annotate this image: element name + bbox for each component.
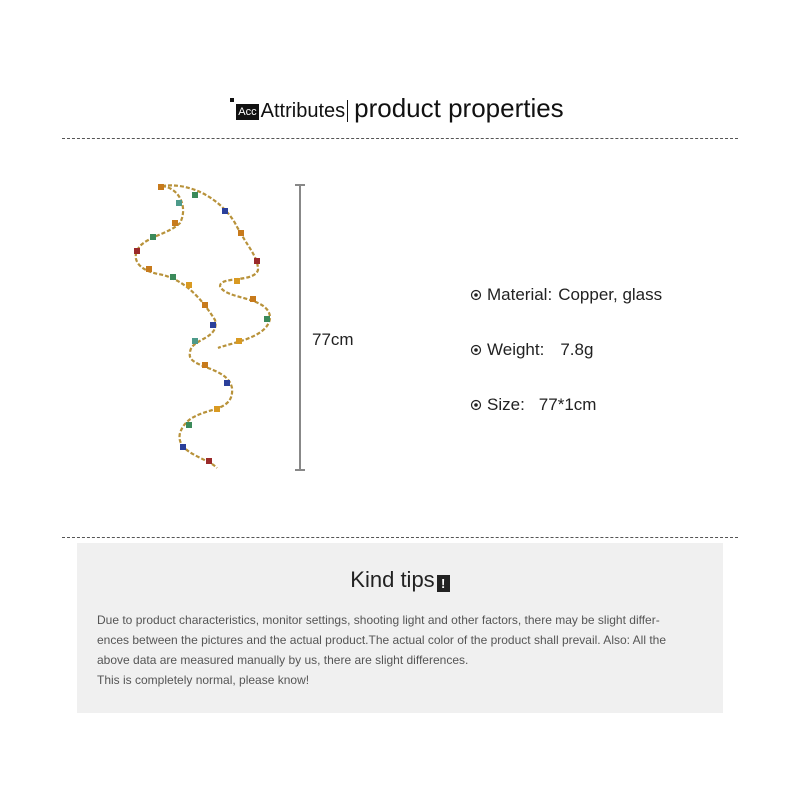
tips-title-text: Kind tips: [350, 567, 435, 592]
tips-line: This is completely normal, please know!: [97, 673, 310, 687]
kind-tips-box: [77, 543, 723, 713]
acc-badge-wrap: [236, 104, 258, 124]
circle-bullet-icon: [470, 289, 482, 301]
exclamation-icon: !: [437, 575, 450, 592]
section-header: [0, 92, 800, 132]
circle-bullet-icon: [470, 344, 482, 356]
glass-beads: [134, 184, 270, 464]
spec-label: Material:: [487, 285, 553, 304]
tips-line: Due to product characteristics, monitor settings, shooting light and other factors, there may be slight differ-: [97, 613, 660, 627]
spec-value: 7.8g: [560, 340, 594, 359]
attributes-label: Attributes: [260, 100, 346, 122]
square-dot-icon: [230, 98, 234, 102]
tips-title: [77, 567, 723, 593]
tips-line: ences between the pictures and the actual product.The actual color of the product shall prevail. Also: All the: [97, 633, 667, 647]
spec-material: [470, 285, 662, 305]
spec-size: [470, 395, 596, 415]
header-divider: [347, 100, 348, 122]
tips-text: [97, 610, 709, 690]
acc-badge: Acc: [238, 106, 257, 118]
length-label: 77cm: [312, 330, 354, 349]
tips-line: above data are measured manually by us, there are slight differences.: [97, 653, 469, 667]
length-ruler: [290, 180, 310, 475]
top-dashed-divider: [62, 138, 738, 139]
spec-value: Copper, glass: [558, 285, 663, 304]
page-title: product properties: [354, 93, 564, 123]
circle-bullet-icon: [470, 399, 482, 411]
spec-value: 77*1cm: [538, 395, 597, 414]
spec-weight: [470, 340, 593, 360]
bottom-dashed-divider: [62, 537, 738, 538]
spec-label: Weight:: [487, 340, 545, 359]
necklace-image: [120, 178, 290, 478]
spec-label: Size:: [487, 395, 525, 414]
